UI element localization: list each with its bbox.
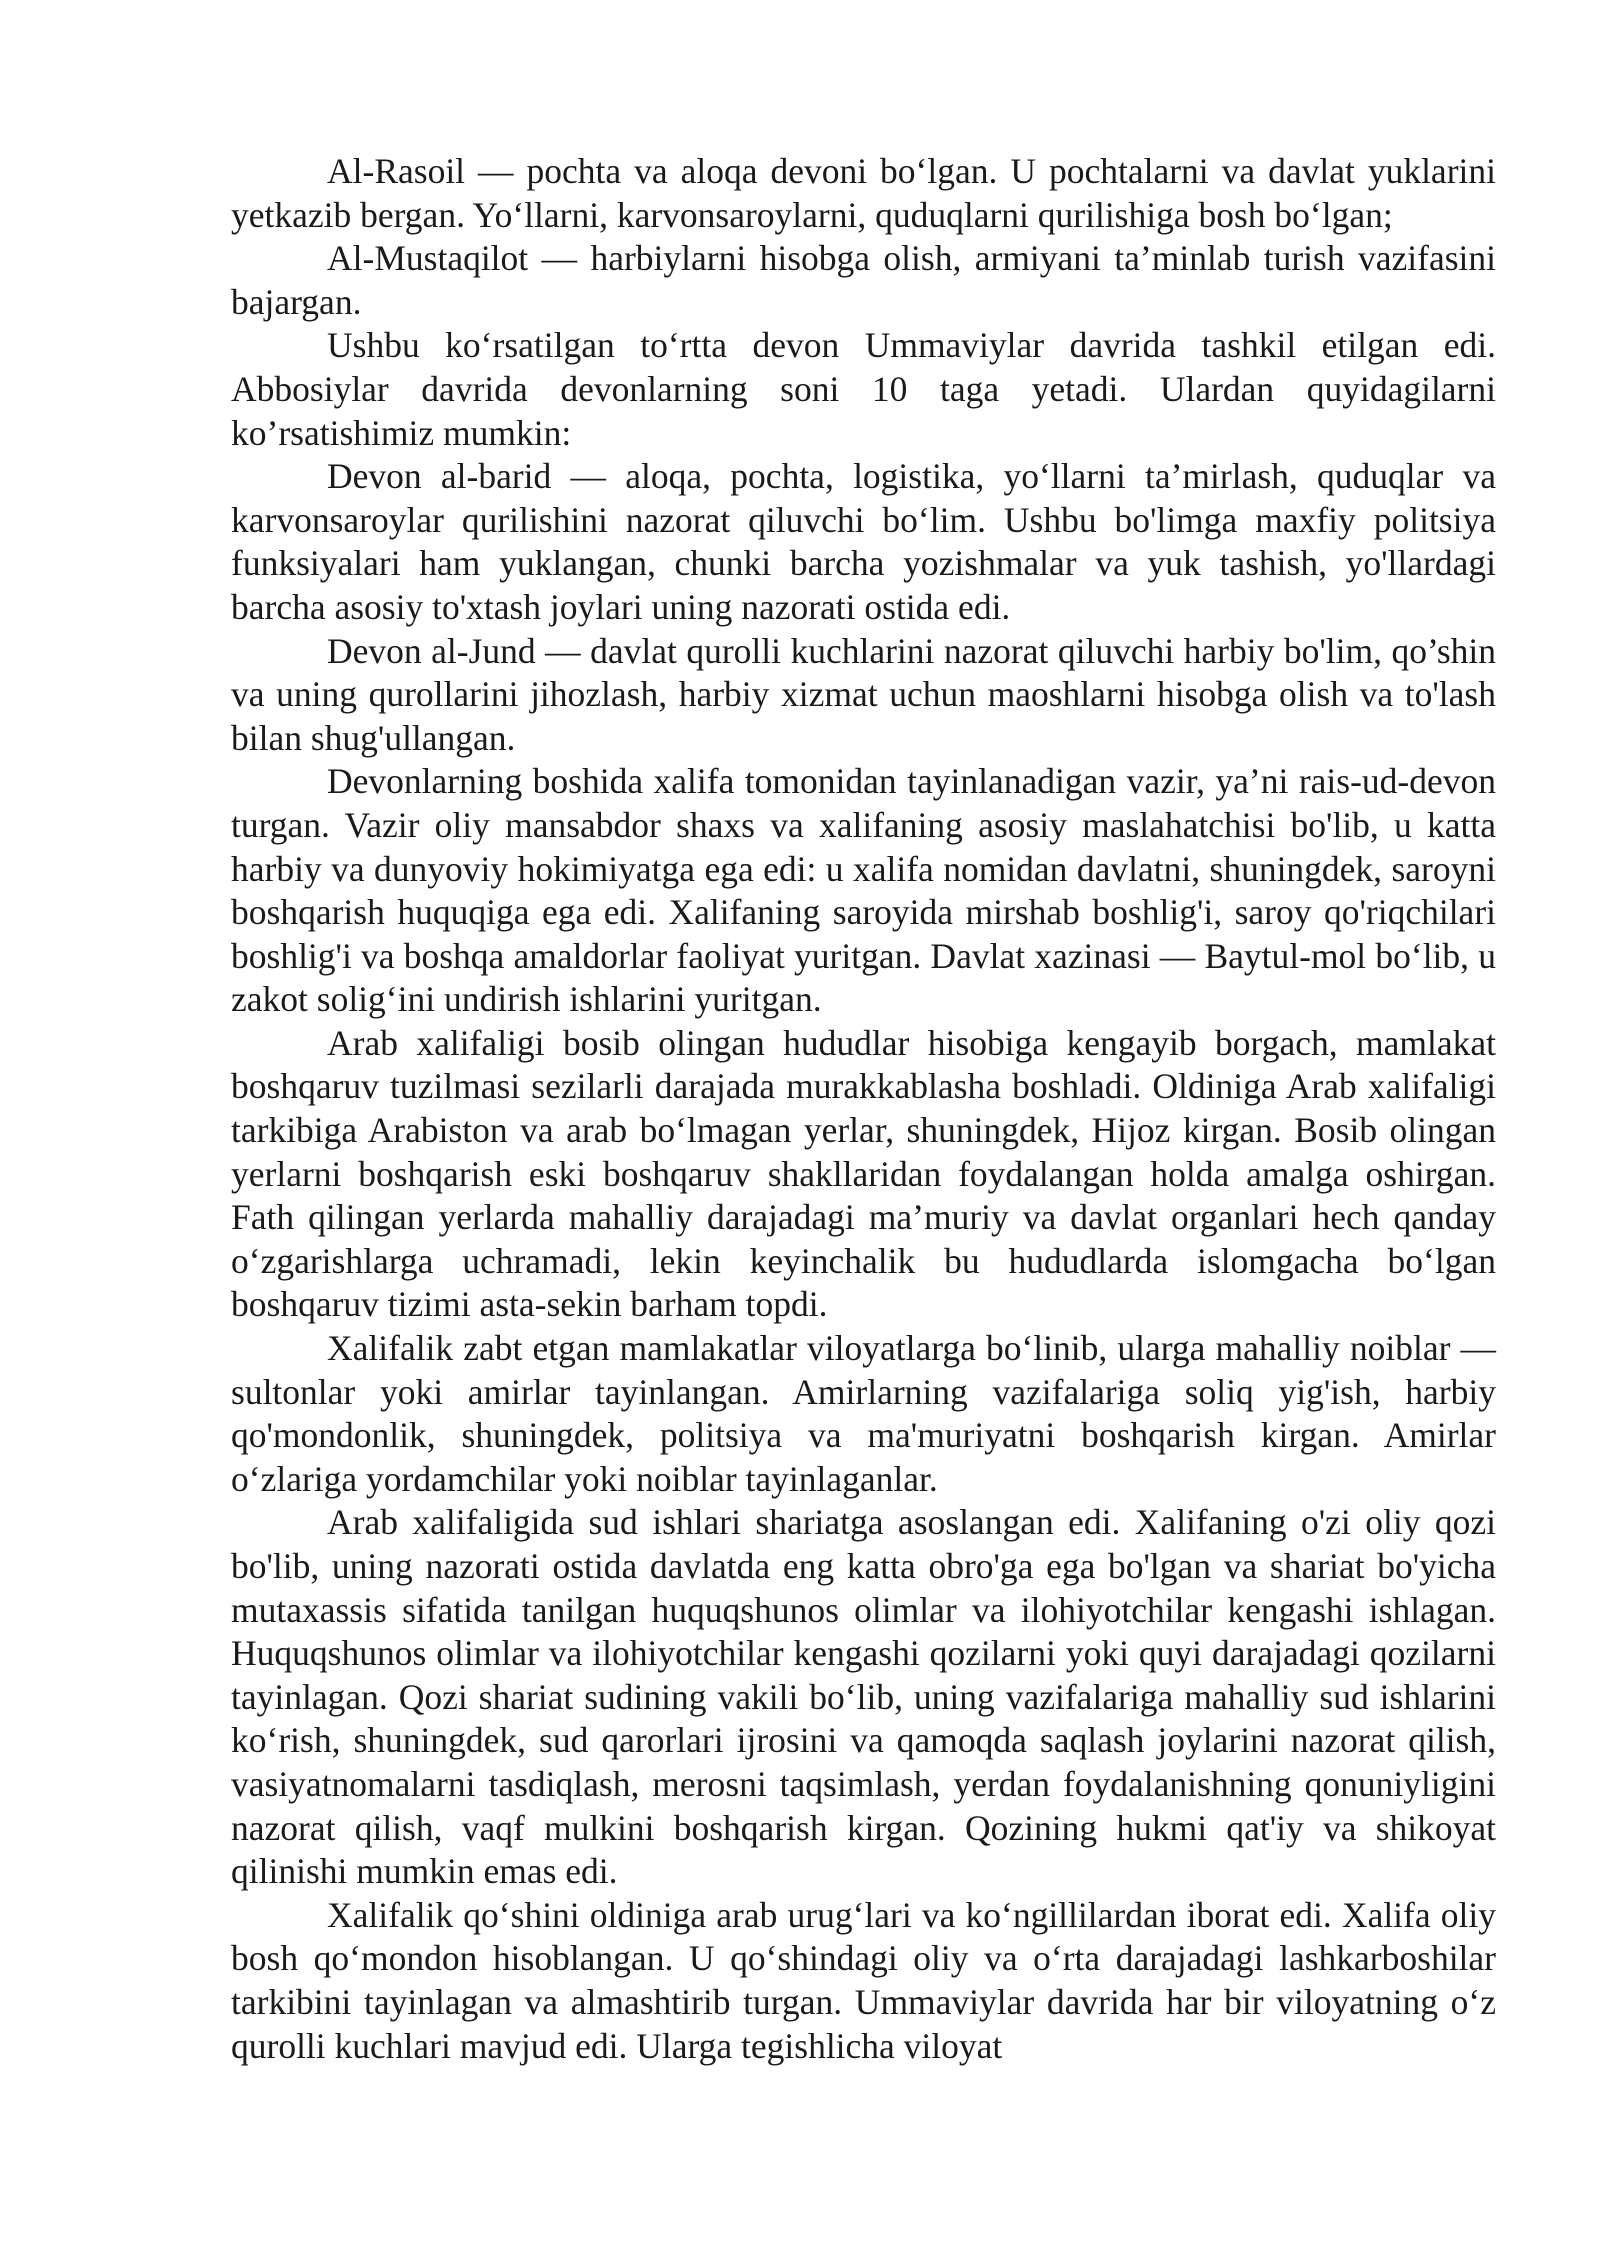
paragraph-vazir: Devonlarning boshida xalifa tomonidan tayinlanadigan vazir, ya’ni rais-ud-devon turgan. Vazir oliy mansabdor shaxs va xalifaning asosiy maslahatchisi bo'lib, u katta harbiy va dunyoviy hokimiyatga ega edi: u xalifa nomidan davlatni, shuningdek, saroyni boshqarish huquqiga ega edi. Xalifaning saroyida mirshab boshlig'i, saroy qo'riqchilari boshlig'i va boshqa amaldorlar faoliyat yuritgan. Davlat xazinasi — Baytul-mol bo‘lib, u zakot solig‘ini undirish ishlarini yuritgan. (231, 761, 1496, 1020)
paragraph-al-rasoil: Al-Rasoil — pochta va aloqa devoni bo‘lgan. U pochtalarni va davlat yuklarini yetkazib bergan. Yo‘llarni, karvonsaroylarni, quduqlarni qurilishiga bosh bo‘lgan; (231, 151, 1496, 235)
paragraph-four-devons: Ushbu ko‘rsatilgan to‘rtta devon Ummaviylar davrida tashkil etilgan edi. Abbosiylar davrida devonlarning soni 10 taga yetadi. Ulardan quyidagilarni ko’rsatishimiz mumkin: (231, 325, 1496, 453)
paragraph-devon-al-barid: Devon al-barid — aloqa, pochta, logistika, yo‘llarni ta’mirlash, quduqlar va karvonsaroylar qurilishini nazorat qiluvchi bo‘lim. Ushbu bo'limga maxfiy politsiya funksiyalari ham yuklangan, chunki barcha yozishmalar va yuk tashish, yo'llardagi barcha asosiy to'xtash joylari uning nazorati ostida edi. (231, 456, 1496, 627)
paragraph-provinces-amirs: Xalifalik zabt etgan mamlakatlar viloyatlarga bo‘linib, ularga mahalliy noiblar — sultonlar yoki amirlar tayinlangan. Amirlarning vazifalariga soliq yig'ish, harbiy qo'mondonlik, shuningdek, politsiya va ma'muriyatni boshqarish kirgan. Amirlar o‘zlariga yordamchilar yoki noiblar tayinlaganlar. (231, 1328, 1496, 1499)
paragraph-conquered-lands: Arab xalifaligi bosib olingan hududlar hisobiga kengayib borgach, mamlakat boshqaruv tuzilmasi sezilarli darajada murakkablasha boshladi. Oldiniga Arab xalifaligi tarkibiga Arabiston va arab bo‘lmagan yerlar, shuningdek, Hijoz kirgan. Bosib olingan yerlarni boshqarish eski boshqaruv shakllaridan foydalangan holda amalga oshirgan. Fath qilingan yerlarda mahalliy darajadagi ma’muriy va davlat organlari hech qanday o‘zgarishlarga uchramadi, lekin keyinchalik bu hududlarda islomgacha bo‘lgan boshqaruv tizimi asta-sekin barham topdi. (231, 1022, 1496, 1325)
paragraph-al-mustaqilot: Al-Mustaqilot — harbiylarni hisobga olish, armiyani ta’minlab turish vazifasini bajargan. (231, 238, 1496, 322)
paragraph-army: Xalifalik qo‘shini oldiniga arab urug‘lari va ko‘ngillilardan iborat edi. Xalifa oliy bosh qo‘mondon hisoblangan. U qo‘shindagi oliy va o‘rta darajadagi lashkarboshilar tarkibini tayinlagan va almashtirib turgan. Ummaviylar davrida har bir viloyatning o‘z qurolli kuchlari mavjud edi. Ularga tegishlicha viloyat (231, 1894, 1496, 2066)
document-page (231, 150, 1496, 2068)
paragraph-judiciary: Arab xalifaligida sud ishlari shariatga asoslangan edi. Xalifaning o'zi oliy qozi bo'lib, uning nazorati ostida davlatda eng katta obro'ga ega bo'lgan va shariat bo'yicha mutaxassis sifatida tanilgan huquqshunos olimlar va ilohiyotchilar kengashi ishlagan. Huquqshunos olimlar va ilohiyotchilar kengashi qozilarni yoki quyi darajadagi qozilarni tayinlagan. Qozi shariat sudining vakili bo‘lib, uning vazifalariga mahalliy sud ishlarini ko‘rish, shuningdek, sud qarorlari ijrosini va qamoqda saqlash joylarini nazorat qilish, vasiyatnomalarni tasdiqlash, merosni taqsimlash, yerdan foydalanishning qonuniyligini nazorat qilish, vaqf mulkini boshqarish kirgan. Qozining hukmi qat'iy va shikoyat qilinishi mumkin emas edi. (231, 1502, 1496, 1892)
paragraph-devon-al-jund: Devon al-Jund — davlat qurolli kuchlarini nazorat qiluvchi harbiy bo'lim, qo’shin va uning qurollarini jihozlash, harbiy xizmat uchun maoshlarni hisobga olish va to'lash bilan shug'ullangan. (231, 630, 1496, 758)
